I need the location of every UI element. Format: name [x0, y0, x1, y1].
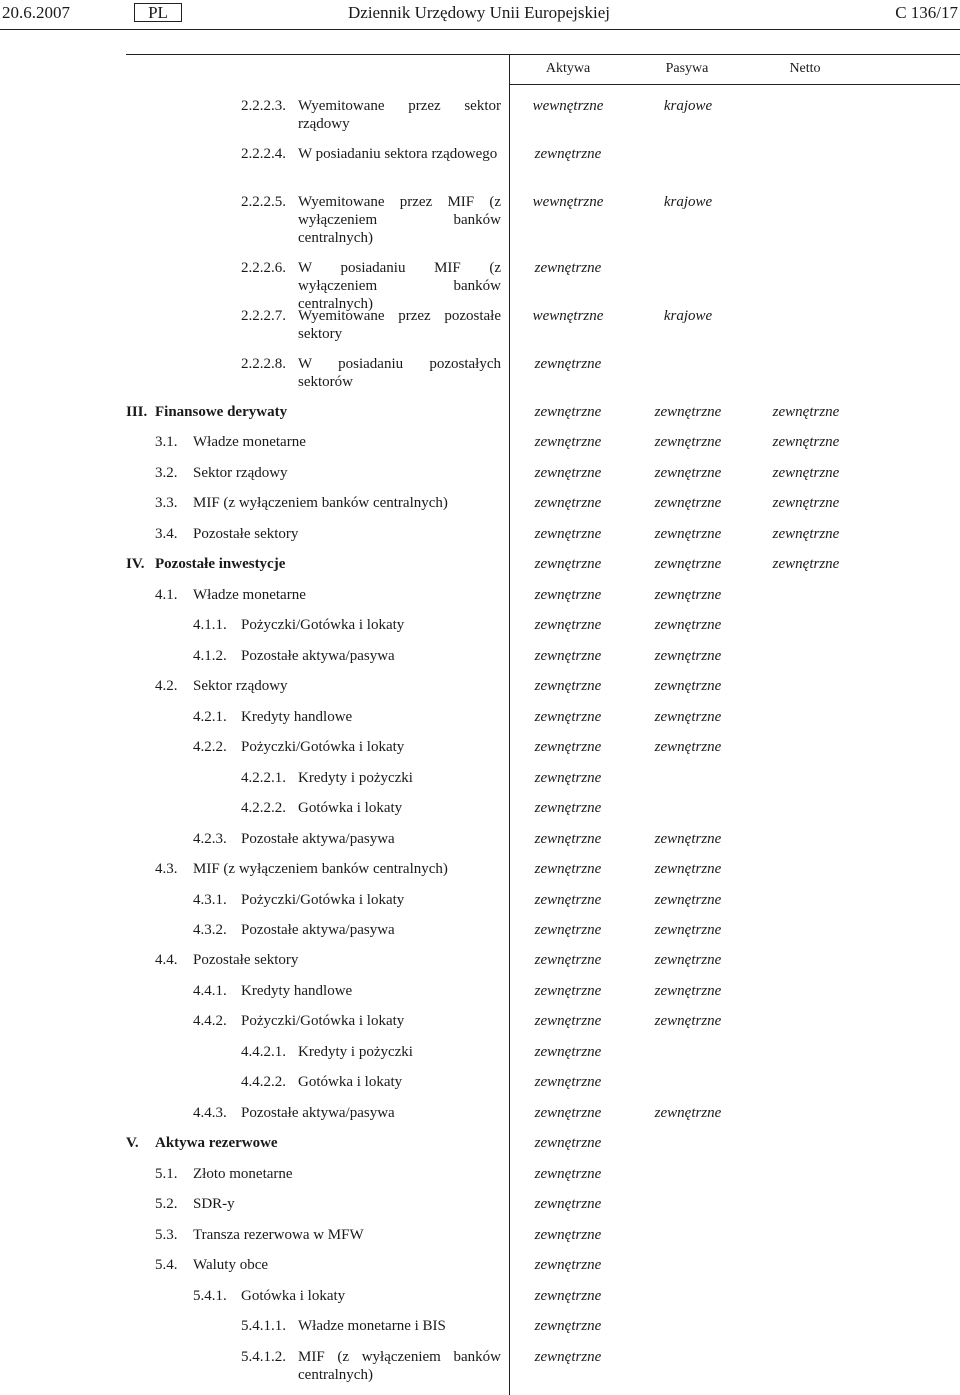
table-row [0, 769, 960, 787]
cell-aktywa: zewnętrzne [534, 404, 602, 420]
cell-aktywa: zewnętrzne [534, 831, 602, 847]
cell-pasywa: zewnętrzne [654, 617, 722, 633]
column-header-aktywa: Aktywa [545, 61, 591, 76]
row-number: 4.4.2.1. [241, 1044, 286, 1060]
row-label: MIF (z wyłączeniem banków centralnych) [298, 1349, 501, 1383]
publication-date: 20.6.2007 [2, 3, 70, 22]
table-row [0, 403, 960, 421]
table-row [0, 738, 960, 756]
table-row [0, 1043, 960, 1061]
table-row [0, 525, 960, 543]
cell-pasywa: zewnętrzne [654, 892, 722, 908]
row-label: Pożyczki/Gotówka i lokaty [241, 1013, 405, 1029]
cell-aktywa: zewnętrzne [534, 617, 602, 633]
row-label: Pozostałe aktywa/pasywa [241, 648, 395, 664]
cell-aktywa: zewnętrzne [534, 1288, 602, 1304]
row-label: Pozostałe aktywa/pasywa [241, 831, 395, 847]
row-number: 4.2.1. [193, 709, 227, 725]
table-row [0, 951, 960, 969]
row-label: Pozostałe aktywa/pasywa [241, 1105, 395, 1121]
cell-aktywa: zewnętrzne [534, 861, 602, 877]
cell-aktywa: zewnętrzne [534, 709, 602, 725]
cell-aktywa: zewnętrzne [534, 892, 602, 908]
cell-aktywa: zewnętrzne [534, 260, 602, 276]
row-number: 4.1. [155, 587, 178, 603]
cell-pasywa: zewnętrzne [654, 861, 722, 877]
cell-aktywa: zewnętrzne [534, 434, 602, 450]
cell-pasywa: zewnętrzne [654, 922, 722, 938]
row-number: III. [126, 404, 148, 420]
row-number: 2.2.2.7. [241, 308, 286, 324]
cell-netto: zewnętrzne [772, 404, 840, 420]
row-number: 4.4. [155, 952, 178, 968]
table-row [0, 1195, 960, 1213]
row-label: Wyemitowane przez pozostałe sektory [298, 308, 501, 342]
table-row [0, 1104, 960, 1122]
cell-aktywa: zewnętrzne [534, 983, 602, 999]
header-rule [0, 29, 960, 30]
cell-pasywa: krajowe [663, 98, 713, 114]
cell-aktywa: zewnętrzne [534, 800, 602, 816]
row-label: Kredyty i pożyczki [298, 1044, 413, 1060]
row-label: Pożyczki/Gotówka i lokaty [241, 617, 405, 633]
column-header-netto: Netto [789, 61, 821, 76]
table-row [0, 259, 960, 312]
row-label: Kredyty handlowe [241, 709, 353, 725]
row-number: 4.2.3. [193, 831, 227, 847]
cell-aktywa: wewnętrzne [532, 194, 604, 210]
cell-aktywa: zewnętrzne [534, 1227, 602, 1243]
row-number: 5.3. [155, 1227, 178, 1243]
cell-netto: zewnętrzne [772, 526, 840, 542]
cell-pasywa: zewnętrzne [654, 495, 722, 511]
row-number: 2.2.2.3. [241, 98, 286, 114]
cell-aktywa: zewnętrzne [534, 1318, 602, 1334]
cell-aktywa: zewnętrzne [534, 1257, 602, 1273]
page-header [0, 0, 960, 24]
language-code: PL [134, 3, 182, 22]
row-number: 5.1. [155, 1166, 178, 1182]
table-row [0, 708, 960, 726]
row-number: 4.4.3. [193, 1105, 227, 1121]
cell-aktywa: zewnętrzne [534, 1044, 602, 1060]
cell-aktywa: zewnętrzne [534, 556, 602, 572]
row-number: 4.3.1. [193, 892, 227, 908]
row-label: Finansowe derywaty [155, 404, 288, 420]
cell-aktywa: zewnętrzne [534, 465, 602, 481]
cell-aktywa: zewnętrzne [534, 1013, 602, 1029]
row-label: Władze monetarne [193, 434, 306, 450]
table-row [0, 97, 960, 132]
table-row [0, 355, 960, 390]
row-label: Wyemitowane przez sektor rządowy [298, 98, 501, 132]
row-label: Kredyty i pożyczki [298, 770, 413, 786]
cell-pasywa: zewnętrzne [654, 1013, 722, 1029]
cell-aktywa: zewnętrzne [534, 770, 602, 786]
cell-aktywa: zewnętrzne [534, 356, 602, 372]
table-row [0, 1012, 960, 1030]
row-label: W posiadaniu sektora rządowego [298, 146, 498, 162]
cell-aktywa: zewnętrzne [534, 1349, 602, 1365]
table-row [0, 830, 960, 848]
row-label: Pożyczki/Gotówka i lokaty [241, 892, 405, 908]
table-row [0, 799, 960, 817]
cell-netto: zewnętrzne [772, 495, 840, 511]
cell-aktywa: zewnętrzne [534, 678, 602, 694]
table-row [0, 1287, 960, 1305]
table-row [0, 307, 960, 342]
row-number: 2.2.2.4. [241, 146, 286, 162]
row-number: 3.4. [155, 526, 178, 542]
cell-pasywa: zewnętrzne [654, 983, 722, 999]
cell-netto: zewnętrzne [772, 556, 840, 572]
row-number: 5.4.1.2. [241, 1349, 286, 1365]
cell-aktywa: zewnętrzne [534, 1135, 602, 1151]
row-label: Gotówka i lokaty [241, 1288, 346, 1304]
row-label: MIF (z wyłączeniem banków centralnych) [193, 495, 448, 511]
row-label: Gotówka i lokaty [298, 1074, 403, 1090]
table-row [0, 921, 960, 939]
cell-aktywa: zewnętrzne [534, 526, 602, 542]
cell-aktywa: wewnętrzne [532, 308, 604, 324]
table-row [0, 891, 960, 909]
table-top-rule [126, 54, 960, 55]
table-row [0, 1256, 960, 1274]
page-reference: C 136/17 [895, 3, 958, 22]
cell-pasywa: zewnętrzne [654, 465, 722, 481]
table-row [0, 586, 960, 604]
cell-aktywa: zewnętrzne [534, 587, 602, 603]
cell-pasywa: zewnętrzne [654, 952, 722, 968]
cell-aktywa: zewnętrzne [534, 648, 602, 664]
row-number: 5.4. [155, 1257, 178, 1273]
cell-pasywa: zewnętrzne [654, 678, 722, 694]
row-number: 4.3.2. [193, 922, 227, 938]
table-row [0, 433, 960, 451]
row-number: 4.1.1. [193, 617, 227, 633]
row-number: 2.2.2.6. [241, 260, 286, 276]
cell-aktywa: zewnętrzne [534, 1196, 602, 1212]
table-row [0, 647, 960, 665]
row-number: IV. [126, 556, 145, 572]
row-number: 2.2.2.8. [241, 356, 286, 372]
row-number: 4.2.2. [193, 739, 227, 755]
journal-title: Dziennik Urzędowy Unii Europejskiej [348, 3, 611, 22]
cell-aktywa: wewnętrzne [532, 98, 604, 114]
cell-aktywa: zewnętrzne [534, 1074, 602, 1090]
row-label: Wyemitowane przez MIF (z wyłączeniem banków centralnych) [298, 194, 501, 246]
row-label: Złoto monetarne [193, 1166, 293, 1182]
table-row [0, 145, 960, 163]
row-label: Pozostałe inwestycje [155, 556, 286, 572]
cell-aktywa: zewnętrzne [534, 146, 602, 162]
cell-netto: zewnętrzne [772, 465, 840, 481]
row-number: 4.2.2.2. [241, 800, 286, 816]
column-header-rule [509, 84, 960, 85]
row-label: Gotówka i lokaty [298, 800, 403, 816]
row-label: SDR-y [193, 1196, 235, 1212]
table-row [0, 982, 960, 1000]
row-label: MIF (z wyłączeniem banków centralnych) [193, 861, 448, 877]
row-label: Władze monetarne [193, 587, 306, 603]
cell-pasywa: zewnętrzne [654, 556, 722, 572]
row-number: 4.4.2. [193, 1013, 227, 1029]
cell-pasywa: krajowe [663, 194, 713, 210]
row-number: V. [126, 1135, 139, 1151]
row-number: 3.1. [155, 434, 178, 450]
cell-netto: zewnętrzne [772, 434, 840, 450]
row-label: W posiadaniu MIF (z wyłączeniem banków centralnych) [298, 260, 501, 312]
cell-pasywa: zewnętrzne [654, 434, 722, 450]
cell-pasywa: zewnętrzne [654, 831, 722, 847]
row-number: 3.2. [155, 465, 178, 481]
cell-aktywa: zewnętrzne [534, 739, 602, 755]
row-label: Aktywa rezerwowe [155, 1135, 278, 1151]
cell-pasywa: zewnętrzne [654, 1105, 722, 1121]
row-label: Sektor rządowy [193, 465, 288, 481]
table-row [0, 555, 960, 573]
cell-aktywa: zewnętrzne [534, 1166, 602, 1182]
row-number: 4.2. [155, 678, 178, 694]
row-label: Pozostałe aktywa/pasywa [241, 922, 395, 938]
table-row [0, 1317, 960, 1335]
table-row [0, 1348, 960, 1383]
row-number: 3.3. [155, 495, 178, 511]
row-number: 5.4.1. [193, 1288, 227, 1304]
cell-pasywa: krajowe [663, 308, 713, 324]
table-row [0, 677, 960, 695]
cell-aktywa: zewnętrzne [534, 495, 602, 511]
cell-pasywa: zewnętrzne [654, 587, 722, 603]
row-number: 2.2.2.5. [241, 194, 286, 210]
row-number: 5.4.1.1. [241, 1318, 286, 1334]
table-row [0, 464, 960, 482]
table-row [0, 1165, 960, 1183]
row-number: 5.2. [155, 1196, 178, 1212]
row-label: Pozostałe sektory [193, 526, 299, 542]
row-label: Transza rezerwowa w MFW [193, 1227, 364, 1243]
table-row [0, 1226, 960, 1244]
cell-pasywa: zewnętrzne [654, 648, 722, 664]
table-row [0, 616, 960, 634]
row-label: Pozostałe sektory [193, 952, 299, 968]
row-number: 4.3. [155, 861, 178, 877]
row-label: Sektor rządowy [193, 678, 288, 694]
row-label: Waluty obce [193, 1257, 269, 1273]
row-label: Pożyczki/Gotówka i lokaty [241, 739, 405, 755]
cell-aktywa: zewnętrzne [534, 922, 602, 938]
cell-pasywa: zewnętrzne [654, 739, 722, 755]
cell-pasywa: zewnętrzne [654, 526, 722, 542]
row-label: Kredyty handlowe [241, 983, 353, 999]
table-row [0, 1073, 960, 1091]
table-row [0, 193, 960, 246]
table-row [0, 1134, 960, 1152]
row-label: Władze monetarne i BIS [298, 1318, 446, 1334]
column-header-pasywa: Pasywa [665, 61, 709, 76]
cell-pasywa: zewnętrzne [654, 709, 722, 725]
row-number: 4.4.2.2. [241, 1074, 286, 1090]
row-number: 4.1.2. [193, 648, 227, 664]
table-row [0, 860, 960, 878]
cell-aktywa: zewnętrzne [534, 1105, 602, 1121]
row-number: 4.2.2.1. [241, 770, 286, 786]
cell-pasywa: zewnętrzne [654, 404, 722, 420]
table-row [0, 494, 960, 512]
row-label: W posiadaniu pozostałych sektorów [298, 356, 501, 390]
row-number: 4.4.1. [193, 983, 227, 999]
cell-aktywa: zewnętrzne [534, 952, 602, 968]
